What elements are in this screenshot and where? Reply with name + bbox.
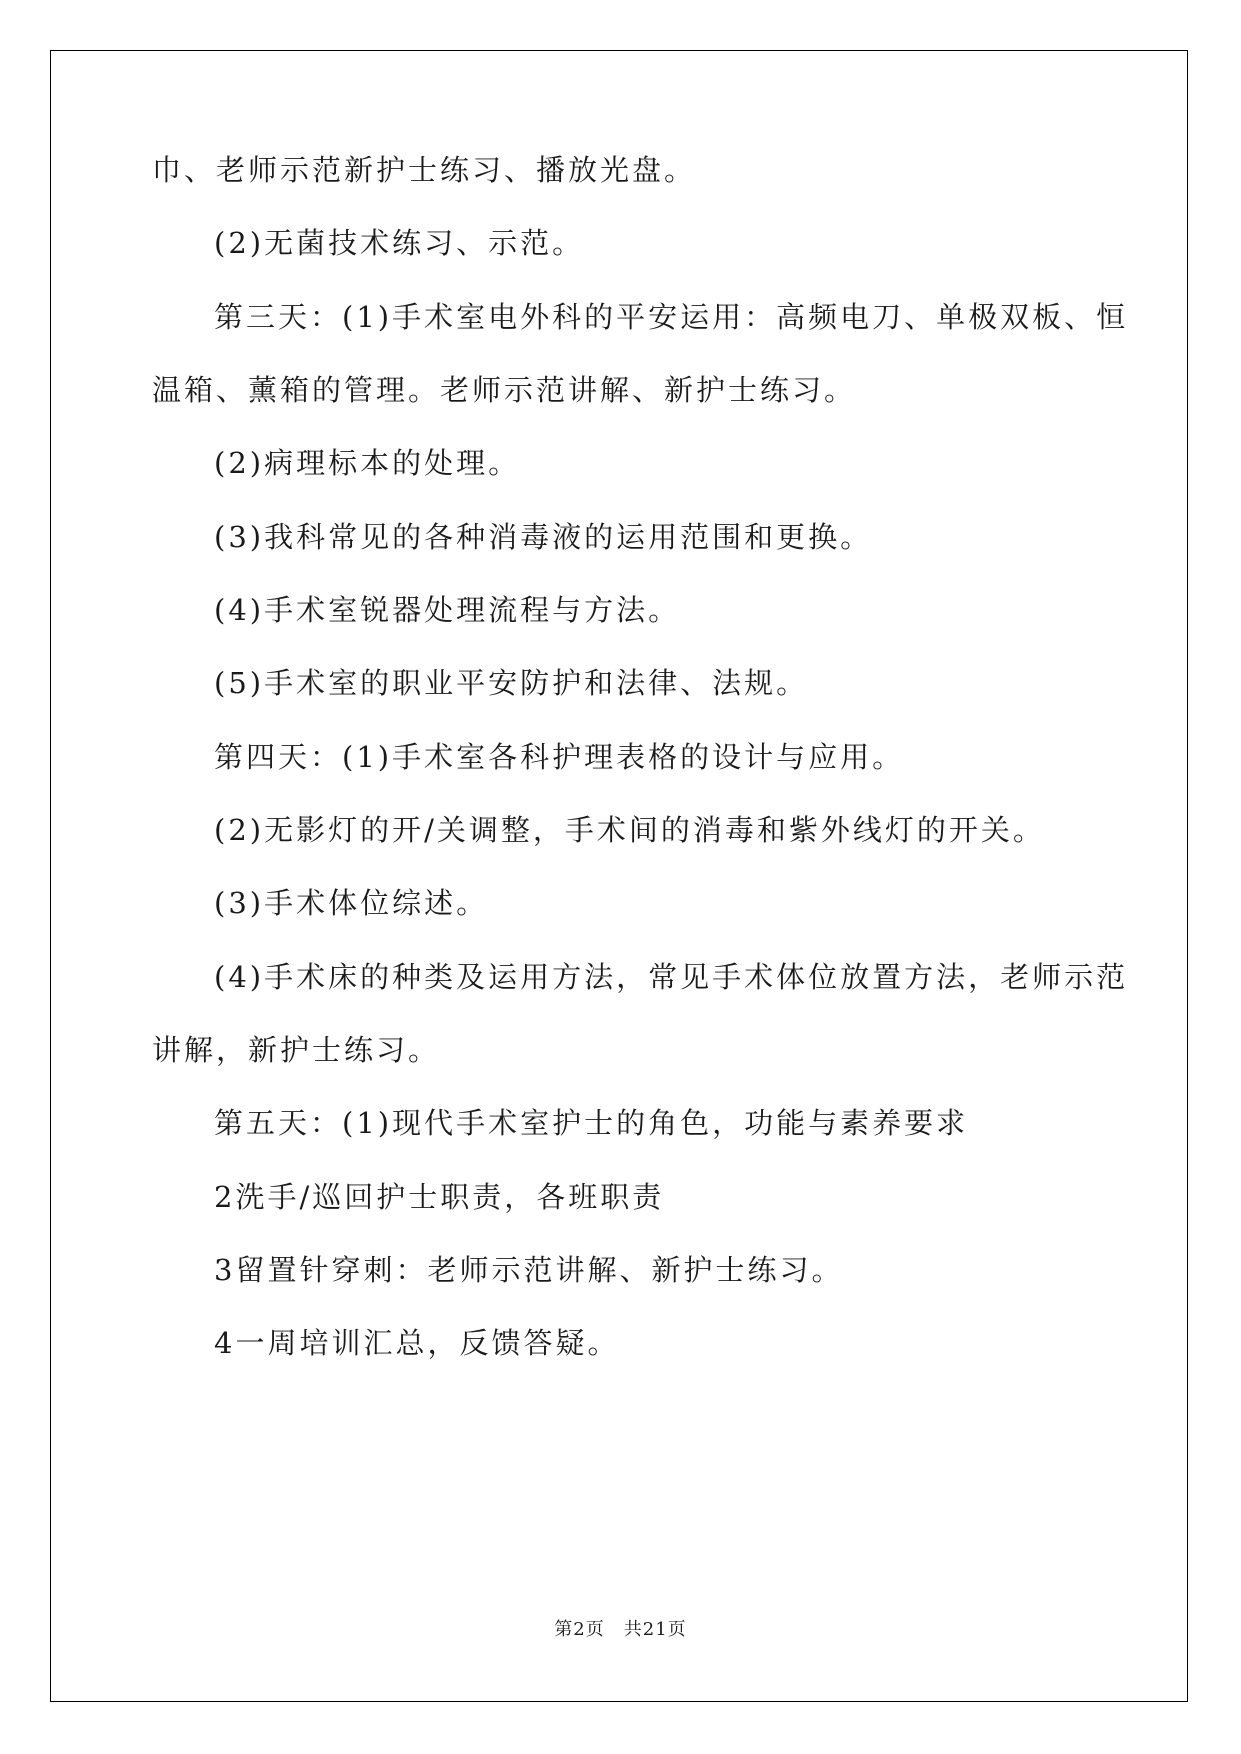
paragraph: 巾、老师示范新护士练习、播放光盘。 <box>152 153 697 187</box>
paragraph: 第五天：(1)现代手术室护士的角色，功能与素养要求 <box>214 1106 969 1140</box>
paragraph: (3)手术体位综述。 <box>214 886 489 920</box>
paragraph: (4)手术室锐器处理流程与方法。 <box>214 593 681 627</box>
paragraph: 第三天：(1)手术室电外科的平安运用：高频电刀、单极双板、恒 <box>214 300 1129 334</box>
paragraph: (2)无菌技术练习、示范。 <box>214 226 585 260</box>
paragraph: 第四天：(1)手术室各科护理表格的设计与应用。 <box>214 740 905 774</box>
paragraph: 3留置针穿刺：老师示范讲解、新护士练习。 <box>214 1253 844 1287</box>
paragraph: 温箱、薰箱的管理。老师示范讲解、新护士练习。 <box>152 373 857 407</box>
paragraph: (2)无影灯的开/关调整，手术间的消毒和紫外线灯的开关。 <box>214 813 1045 847</box>
paragraph: 4一周培训汇总，反馈答疑。 <box>214 1326 620 1360</box>
paragraph: (4)手术床的种类及运用方法，常见手术体位放置方法，老师示范 <box>214 960 1129 994</box>
paragraph: (5)手术室的职业平安防护和法律、法规。 <box>214 666 809 700</box>
page-number: 第2页 共21页 <box>554 1619 687 1640</box>
paragraph: 2洗手/巡回护士职责，各班职责 <box>214 1180 665 1214</box>
paragraph: 讲解，新护士练习。 <box>152 1033 441 1067</box>
paragraph: (2)病理标本的处理。 <box>214 446 521 480</box>
paragraph: (3)我科常见的各种消毒液的运用范围和更换。 <box>214 520 873 554</box>
